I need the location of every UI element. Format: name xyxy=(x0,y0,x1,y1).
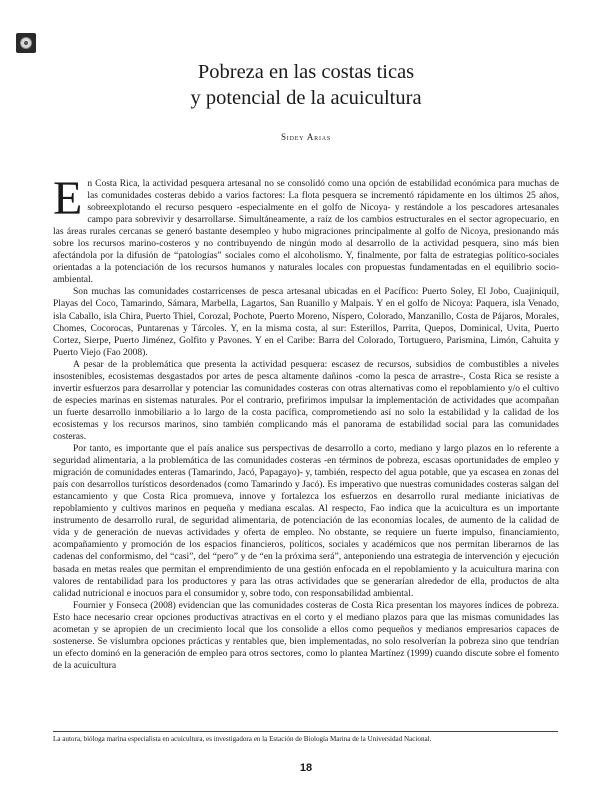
footnote-divider xyxy=(53,731,558,732)
author-byline: Sidey Arias xyxy=(280,132,332,142)
article-title xyxy=(0,59,612,111)
publication-logo-icon xyxy=(16,33,36,53)
drop-cap: E xyxy=(53,172,83,225)
paragraph-2: Son muchas las comunidades costarricenses de pesca artesanal ubicadas en el Pacífico: Puerto Soley, El Jobo, Cuajiniquil, Playas del Coco, Tamarindo, Sámara, Marbella, Lagartos, San Ruanillo y Malpais. Y en el golfo de Nicoya: Paquera, isla Venado, isla Caballo, isla Chira, Puerto Thiel, Corozal, Pochote, Puerto Moreno, Níspero, Colorado, Manzanillo, Costa de Pájaros, Morales, Chomes, Cocorocas, Puntarenas y Tárcoles. Y, en la misma costa, al sur: Esterillos, Parrita, Quepos, Dominical, Uvita, Puerto Cortez, Sierpe, Puerto Jiménez, Golfito y Pavones. Y en el Caribe: Barra del Colorado, Tortuguero, Parismina, Limón, Cahuita y Puerto Viejo (Fao 2008). xyxy=(53,286,559,358)
page-number: 18 xyxy=(299,762,313,774)
paragraph-1-text: n Costa Rica, la actividad pesquera artesanal no se consolidó como una opción de estabilidad económica para muchas de las comunidades costeras debido a varios factores: La flota pesquera se incrementó rápidamente en los últimos 25 años, sobreexplotando el recurso pesquero -especialmente en el golfo de Nicoya- y restándole a los pescadores artesanales campo para sobrevivir y desarrollarse. Simultáneamente, a raíz de los cambios estructurales en el sector agropecuario, en las áreas rurales cercanas se generó bastante desempleo y hubo migraciones principalmente al golfo de Nicoya, presionando más sobre los recursos marino-costeros y no contribuyendo de ningún modo al desarrollo de la actividad pesquera, sino más bien afectándola por la difusión de “patologías” sociales como el alcoholismo. Y, finalmente, por falta de estrategias político-sociales orientadas a la potenciación de los recursos humanos y naturales locales con propuestas fundamentadas en el equilibrio socio-ambiental. xyxy=(53,178,559,286)
article-body xyxy=(53,172,559,672)
author-footnote: La autora, bióloga marina especialista en acuicultura, es investigadora en la Estación de Biología Marina de la Universidad Nacional. xyxy=(53,735,432,743)
paragraph-4: Por tanto, es importante que el país analice sus perspectivas de desarrollo a corto, mediano y largo plazos en lo referente a seguridad alimentaria, a la problemática de las comunidades costeras -en términos de pobreza, escasas oportunidades de empleo y migración de comunidades enteras (Tamarindo, Jacó, Papagayo)- y, también, respecto del agua potable, que ya escasea en zonas del país con desarrollos turísticos desordenados (como Tamarindo y Jacó). Es imperativo que nuestras comunidades costeras salgan del estancamiento y que Costa Rica promueva, innove y fortalezca los esfuerzos en desarrollo rural mediante iniciativas de repoblamiento y cultivos marinos en pequeña y mediana escalas. Al respecto, Fao indica que la acuicultura es un importante instrumento de desarrollo rural, de seguridad alimentaria, de potenciación de las economías locales, de aumento de la calidad de vida y de generación de nuevas actividades y oferta de empleo. No obstante, se requiere un fuerte impulso, financiamiento, acompañamiento y promoción de los espacios financieros, políticos, sociales y académicos que nos permitan liberarnos de las cadenas del conformismo, del “casi”, del “pero” y de “en la próxima será”, anteponiendo una estrategia de intervención y ejecución basada en metas reales que permitan el emprendimiento de una gestión enfocada en el repoblamiento y la acuicultura marina con valores de rentabilidad para los productores y para las otras actividades que se generarían alrededor de ella, productos de alta calidad nutricional e inocuos para el consumidor y, sobre todo, con responsabilidad ambiental. xyxy=(53,443,559,599)
article-title-line-2: y potencial de la acuicultura xyxy=(190,86,422,109)
article-title-line-1: Pobreza en las costas ticas xyxy=(197,60,415,83)
paragraph-3: A pesar de la problemática que presenta la actividad pesquera: escasez de recursos, subsidios de combustibles a niveles insostenibles, ecosistemas desgastados por artes de pesca altamente dañinos -como la pesca de arrastre-, Costa Rica se resiste a invertir esfuerzos para desarrollar y potenciar las comunidades costeras con otras alternativas como el repoblamiento y/o el cultivo de especies marinas en sistemas naturales. Por el contrario, prefirimos impulsar la implementación de actividades que acompañan un fuerte desarrollo inmobiliario a lo largo de la costa pacífica, comprometiendo así no solo la estabilidad y la calidad de los ecosistemas y los recursos marinos, sino también complicando más el panorama de estabilidad social para las comunidades costeras. xyxy=(53,358,559,442)
paragraph-1 xyxy=(53,172,559,286)
paragraph-5: Fournier y Fonseca (2008) evidencian que las comunidades costeras de Costa Rica presentan los mayores índices de pobreza. Esto hace necesario crear opciones productivas atractivas en el corto y el mediano plazos para que las mismas comunidades las acometan y se apropien de un crecimiento local que los consolide a ellos como pequeños y medianos empresarios capaces de sostenerse. Se vislumbra opciones prácticas y rentables que, bien implementadas, no solo resolverían la pobreza sino que tendrían un efecto dominó en la generación de empleo para otros sectores, como lo plantea Martínez (1999) cuando discute sobre el fomento de la acuicultura xyxy=(53,599,559,671)
